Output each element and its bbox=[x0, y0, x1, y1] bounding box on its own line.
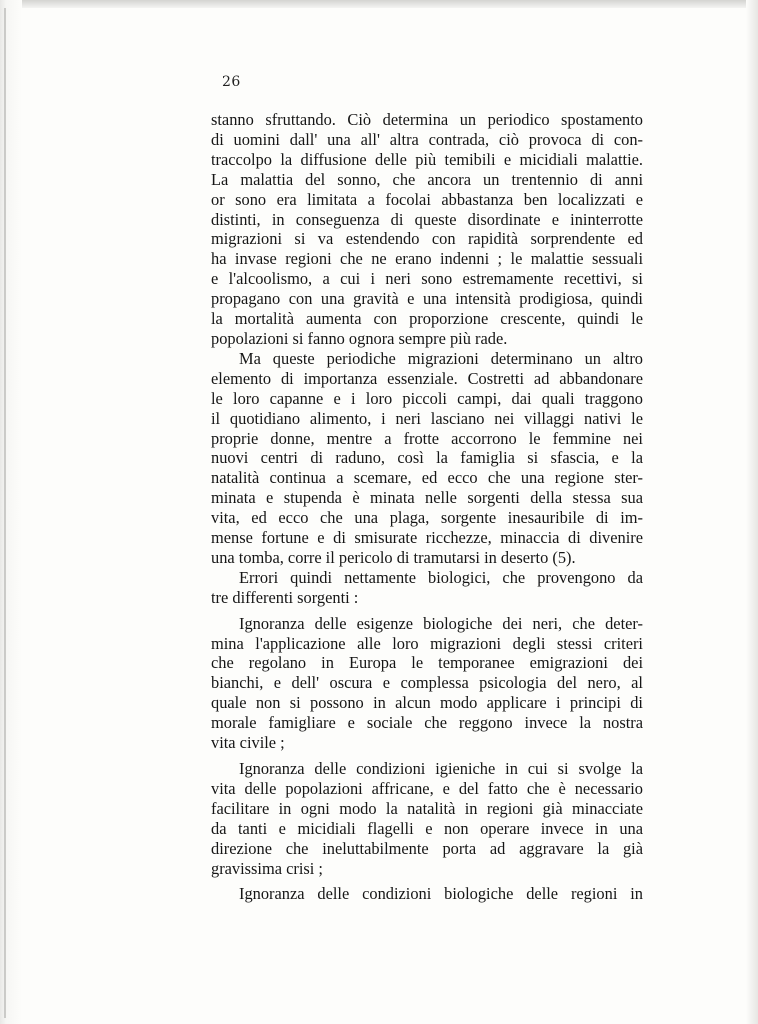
text-line: Ignoranza delle condizioni igieniche in cui si svolge la bbox=[239, 759, 643, 778]
scan-binding-edge bbox=[0, 0, 22, 1024]
text-line: tre differenti sorgenti : bbox=[211, 587, 359, 607]
text-line: La malattia del sonno, che ancora un trentennio di anni bbox=[211, 169, 643, 189]
text-line: or sono era limitata a focolai abbastanza ben localizzati e bbox=[211, 189, 643, 209]
text-line: traccolpo la diffusione delle più temibili e micidiali malattie. bbox=[211, 149, 643, 169]
text-line: facilitare in ogni modo la natalità in regioni già minacciate bbox=[211, 798, 643, 818]
text-line: stanno sfruttando. Ciò determina un periodico spostamento bbox=[211, 110, 643, 129]
text-line: bianchi, e dell' oscura e complessa psicologia del nero, al bbox=[211, 673, 643, 693]
text-line: elemento di importanza essenziale. Costretti ad abbandonare bbox=[211, 368, 643, 388]
text-line: quale non si possono in alcun modo applicare i principi di bbox=[211, 693, 643, 713]
text-line: Errori quindi nettamente biologici, che provengono da bbox=[239, 567, 643, 587]
paragraph bbox=[211, 110, 643, 349]
paragraph bbox=[211, 349, 643, 568]
text-line: minata e stupenda è minata nelle sorgenti della stessa sua bbox=[211, 488, 643, 508]
text-line: vita delle popolazioni affricane, e del fatto che è necessario bbox=[211, 778, 643, 798]
text-line: che regolano in Europa le temporanee emigrazioni dei bbox=[211, 653, 643, 673]
text-line: Ignoranza delle esigenze biologiche dei neri, che deter- bbox=[239, 613, 643, 633]
text-line: vita civile ; bbox=[211, 733, 285, 753]
text-line: Ma queste periodiche migrazioni determinano un altro bbox=[239, 348, 643, 368]
text-line: la mortalità aumenta con proporzione crescente, quindi le bbox=[211, 309, 643, 329]
text-line: distinti, in conseguenza di queste disordinate e ininterrotte bbox=[211, 209, 643, 229]
text-line: una tomba, corre il pericolo di tramutarsi in deserto (5). bbox=[211, 547, 576, 567]
paragraph bbox=[211, 614, 643, 753]
text-line: morale famigliare e sociale che reggono invece la nostra bbox=[211, 713, 643, 733]
text-line: migrazioni si va estendendo con rapidità sorprendente ed bbox=[211, 229, 643, 249]
paragraph bbox=[211, 568, 643, 608]
scan-shadow-top bbox=[0, 0, 758, 8]
text-line: direzione che ineluttabilmente porta ad aggravare la già bbox=[211, 838, 643, 858]
body-text bbox=[211, 110, 643, 904]
paragraph bbox=[211, 884, 643, 904]
paragraph bbox=[211, 759, 643, 878]
text-line: popolazioni si fanno ognora sempre più rade. bbox=[211, 328, 508, 348]
text-line: ha invase regioni che ne erano indenni ; le malattie sessuali bbox=[211, 249, 643, 269]
scan-shadow-right bbox=[746, 0, 758, 1024]
page-number: 26 bbox=[222, 74, 241, 90]
text-line: proprie donne, mentre a frotte accorrono le femmine nei bbox=[211, 428, 643, 448]
text-line: nuovi centri di raduno, così la famiglia si sfascia, e la bbox=[211, 448, 643, 468]
text-line: propagano con una gravità e una intensità prodigiosa, quindi bbox=[211, 289, 643, 309]
text-line: mina l'applicazione alle loro migrazioni degli stessi criteri bbox=[211, 633, 643, 653]
text-line: e l'alcoolismo, a cui i neri sono estremamente recettivi, si bbox=[211, 269, 643, 289]
text-line: da tanti e micidiali flagelli e non operare invece in una bbox=[211, 818, 643, 838]
text-line: vita, ed ecco che una plaga, sorgente inesauribile di im- bbox=[211, 508, 643, 528]
text-line: di uomini dall' una all' altra contrada, ciò provoca di con- bbox=[211, 129, 643, 149]
text-line: natalità continua a scemare, ed ecco che una regione ster- bbox=[211, 468, 643, 488]
text-line: il quotidiano alimento, i neri lasciano nei villaggi nativi le bbox=[211, 408, 643, 428]
text-line: Ignoranza delle condizioni biologiche delle regioni in bbox=[239, 884, 643, 904]
text-line: gravissima crisi ; bbox=[211, 858, 323, 878]
text-line: mense fortune e di smisurate ricchezze, minaccia di divenire bbox=[211, 528, 643, 548]
text-line: le loro capanne e i loro piccoli campi, dai quali traggono bbox=[211, 388, 643, 408]
